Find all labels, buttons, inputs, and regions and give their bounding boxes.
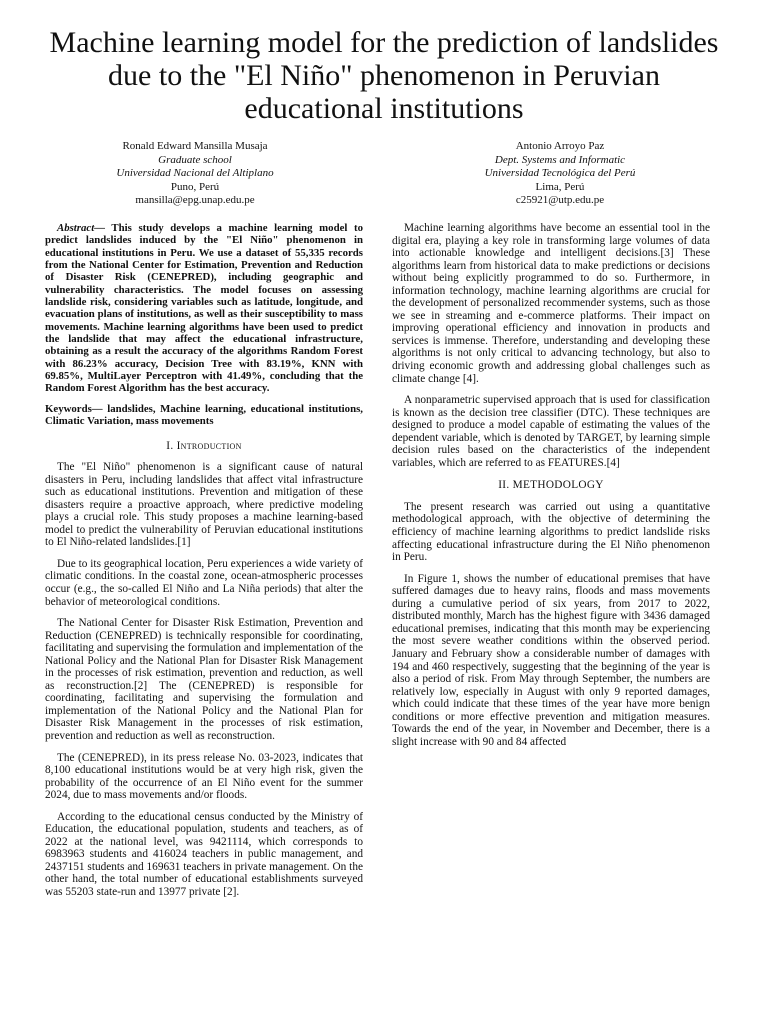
author-email: mansilla@epg.unap.edu.pe bbox=[135, 194, 255, 207]
author-name: Ronald Edward Mansilla Musaja bbox=[122, 140, 268, 152]
author-department: Graduate school bbox=[158, 153, 232, 166]
author-block-1 bbox=[45, 140, 345, 208]
abstract-lead: Abstract— bbox=[57, 222, 105, 234]
author-name: Antonio Arroyo Paz bbox=[515, 140, 605, 152]
paragraph: The National Center for Disaster Risk Estimation, Prevention and Reduction (CENEPRED) is technically responsible for coordinating, facilitating and supervising the formulation and implementation of the National Policy and the National Plan for Disaster Risk Management in the processes of risk estimation, prevention and reduction, as well as reconstruction.[2] The (CENEPRED) is responsible for coordinating, facilitating and supervising the formulation and implementation of the National Policy and the National Plan for Disaster Risk Management in the processes of risk estimation, prevention and reduction as well as reconstruction. bbox=[45, 617, 363, 742]
author-block-2 bbox=[410, 140, 710, 208]
abstract-text: This study develops a machine learning model to predict landslides induced by the "El Niño" phenomenon in educational institutions in Peru. We use a dataset of 55,335 records from the National Center for Estimation, Prevention and Reduction of Disaster Risk (CENEPRED), including geographic and vulnerability characteristics. The model focuses on assessing landslide risk, considering variables such as latitude, longitude, and evacuation plans of institutions, as well as their susceptibility to mass movements. Machine learning algorithms have been used to predict the landslide that may affect the educational infrastructure, obtaining as a result the accuracy of the algorithms Random Forest with 86.23% accuracy, Decision Tree with 83.19%, KNN with 69.85%, MultiLayer Perceptron with 41.49%, concluding that the Random Forest Algorithm has the best accuracy. bbox=[45, 222, 363, 395]
paragraph: The present research was carried out using a quantitative methodological approach, with the objective of determining the efficiency of machine learning algorithms to predict landslide risks affecting educational infrastructure during the El Niño phenomenon in Peru. bbox=[392, 500, 710, 564]
abstract bbox=[45, 222, 363, 395]
paragraph: According to the educational census conducted by the Ministry of Education, the educational population, students and teachers, as of 2022 at the national level, was 9421114, which corresponds to 6983963 students and 416024 teachers in public management, and 2437151 students and 169631 teachers in private management. On the other hand, the total number of educational establishments surveyed was 55203 state-run and 13977 private [2]. bbox=[45, 810, 363, 898]
section-heading-introduction bbox=[45, 440, 363, 453]
section-number: II. bbox=[498, 479, 510, 492]
paragraph: In Figure 1, shows the number of educational premises that have suffered damages due to heavy rains, floods and mass movements during a cumulative period of six years, from 2017 to 2022, distributed monthly, March has the highest figure with 3436 damaged educational premises, indicating that this month may be experiencing the most severe weather conditions within the observed period. January and February show a considerable number of damages with 194 and 460 respectively, suggesting that the beginning of the year is also a period of risk. From May through September, the numbers are relatively low, especially in August with only 9 reported damages, which could indicate that these times of the year have more benign conditions or more effective prevention and mitigation measures. Towards the end of the year, in November and December, there is a slight increase with 90 and 84 affected bbox=[392, 572, 710, 748]
author-organization: Universidad Tecnológica del Perú bbox=[484, 167, 636, 180]
author-email: c25921@utp.edu.pe bbox=[515, 194, 605, 207]
author-city: Lima, Perú bbox=[535, 180, 585, 193]
paper-title: Machine learning model for the prediction of landslides due to the "El Niño" phenomenon in Peruvian educational institutions bbox=[49, 26, 719, 125]
author-organization: Universidad Nacional del Altiplano bbox=[116, 167, 274, 180]
author-department: Dept. Systems and Informatic bbox=[494, 153, 626, 166]
section-heading-methodology bbox=[392, 479, 710, 492]
paragraph: A nonparametric supervised approach that is used for classification is known as the decision tree classifier (DTC). These techniques are designed to produce a model capable of estimating the values of the dependent variable, which is denoted by TARGET, by learning simple decision rules based on the characteristics of the independent variables, which are referred to as FEATURES.[4] bbox=[392, 394, 710, 469]
paragraph: The "El Niño" phenomenon is a significant cause of natural disasters in Peru, including landslides that affect vital infrastructure such as educational institutions. Prevention and mitigation of these disasters require a proactive approach, where predictive modeling plays a crucial role. This study proposes a machine learning-based model to predict the vulnerability of Peruvian educational institutions to El Niño-related landslides.[1] bbox=[45, 461, 363, 549]
paragraph: Due to its geographical location, Peru experiences a wide variety of climatic conditions. In the coastal zone, ocean-atmospheric processes occur (e.g., the so-called El Niño and La Niña periods) that alter the behavior of meteorological conditions. bbox=[45, 557, 363, 608]
section-title: METHODOLOGY bbox=[512, 479, 604, 492]
section-title: Introduction bbox=[176, 439, 242, 452]
section-number: I. bbox=[166, 439, 174, 452]
paragraph: The (CENEPRED), in its press release No. 03-2023, indicates that 8,100 educational institutions would be at very high risk, given the probability of the occurrence of an El Niño event for the summer 2024, due to mass movements and/or floods. bbox=[45, 751, 363, 802]
keywords: Keywords— landslides, Machine learning, educational institutions, Climatic Variation, mass movements bbox=[45, 402, 363, 428]
paragraph: Machine learning algorithms have become an essential tool in the digital era, playing a key role in transforming large volumes of data into actionable knowledge and intelligent decisions.[3] These algorithms learn from historical data to make predictions or decisions without being explicitly programmed to do so. Furthermore, in information technology, machine learning algorithms are crucial for the development of personalized recommender systems, such as those we see in streaming and e-commerce platforms. Their impact on improving operational efficiency and innovation in products and services is immense. Therefore, understanding and developing these algorithms is not only critical to advancing technology, but also to driving economic growth and addressing global challenges such as climate change [4]. bbox=[392, 222, 710, 385]
right-column bbox=[392, 222, 710, 757]
left-column bbox=[45, 222, 363, 908]
author-city: Puno, Perú bbox=[170, 180, 220, 193]
